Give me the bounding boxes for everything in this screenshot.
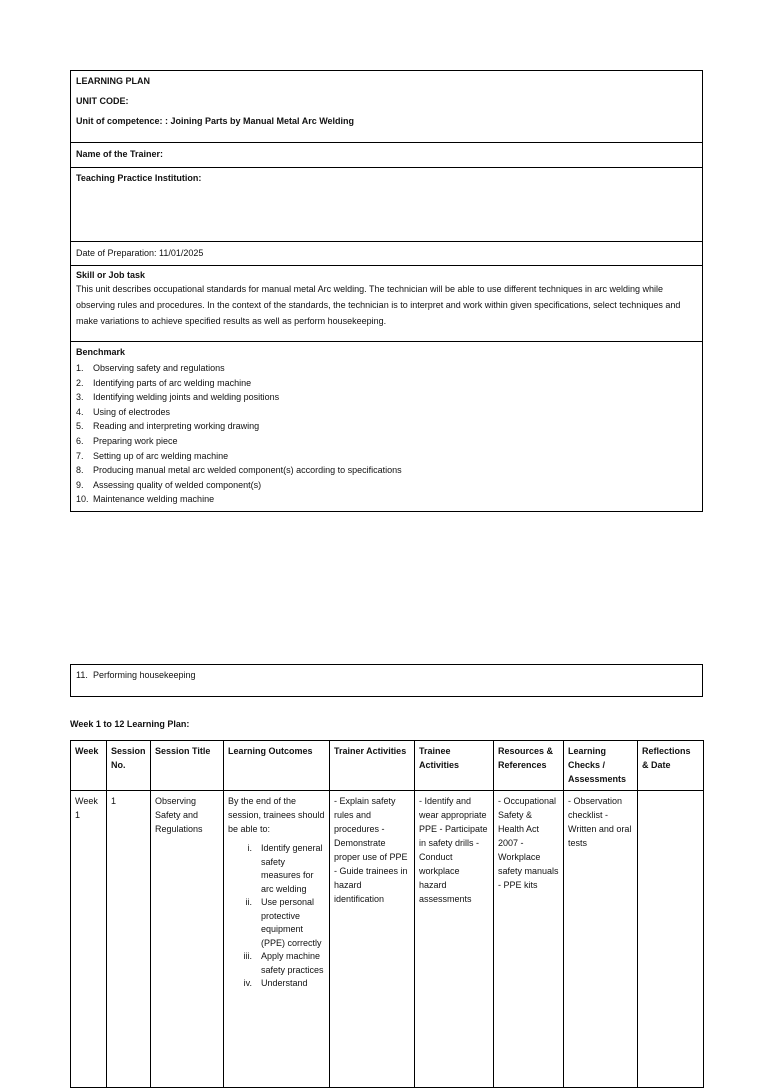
benchmark-item: [76, 405, 402, 420]
benchmark-num: 1.: [76, 363, 84, 373]
learning-plan-table: [70, 740, 704, 1088]
outcomes-list: [228, 842, 325, 991]
benchmark-text: Producing manual metal arc welded component(s) according to specifications: [93, 465, 402, 476]
unit-info-section: [71, 71, 702, 143]
benchmark-num: 2.: [76, 377, 84, 388]
benchmark-section: [71, 342, 702, 513]
benchmark-num: 10.: [76, 494, 89, 505]
outcome-num: ii.: [245, 897, 252, 907]
list-item: [228, 977, 325, 991]
benchmark-num: 6.: [76, 435, 84, 446]
col-trainer-activities: Trainer Activities: [330, 741, 415, 791]
cell-trainer-activities: - Explain safety rules and procedures - Demonstrate proper use of PPE - Guide trainees in hazard identification: [330, 791, 415, 1088]
outcome-num: i.: [247, 843, 252, 853]
cell-session-no: 1: [107, 791, 151, 1088]
benchmark-text: Setting up of arc welding machine: [93, 450, 229, 461]
benchmark-continued-box: [70, 664, 703, 697]
outcome-text: Understand: [261, 978, 308, 988]
list-item: [228, 950, 325, 977]
cell-reflections: [638, 791, 704, 1088]
outcome-text: Use personal protective equipment (PPE) correctly: [261, 897, 322, 948]
benchmark-text: Reading and interpreting working drawing: [93, 421, 260, 432]
learning-plan-header: [70, 70, 703, 512]
col-session-title: Session Title: [151, 741, 224, 791]
benchmark-num: 8.: [76, 465, 84, 476]
col-learning-outcomes: Learning Outcomes: [224, 741, 330, 791]
benchmark-list: [76, 361, 402, 507]
outcome-text: Apply machine safety practices: [261, 951, 324, 975]
benchmark-item: [76, 449, 402, 464]
cell-trainee-activities: - Identify and wear appropriate PPE - Participate in safety drills - Conduct workplace hazard assessments: [415, 791, 494, 1088]
outcome-text: Identify general safety measures for arc welding: [261, 843, 323, 894]
cell-assessments: - Observation checklist - Written and oral tests: [564, 791, 638, 1088]
institution-label: Teaching Practice Institution:: [76, 173, 202, 183]
skill-section: [71, 266, 702, 342]
plan-heading: Week 1 to 12 Learning Plan:: [70, 719, 190, 729]
benchmark-text: Preparing work piece: [93, 435, 178, 446]
date-of-preparation: Date of Preparation: 11/01/2025: [76, 248, 204, 258]
col-resources: Resources & References: [494, 741, 564, 791]
benchmark-item: [76, 670, 697, 680]
outcome-num: iii.: [243, 951, 252, 961]
benchmark-label: Benchmark: [76, 347, 126, 357]
benchmark-text: Observing safety and regulations: [93, 363, 225, 373]
benchmark-text: Performing housekeeping: [93, 670, 196, 680]
benchmark-num: 3.: [76, 392, 84, 403]
col-assessments: Learning Checks / Assessments: [564, 741, 638, 791]
outcomes-intro: By the end of the session, trainees should be able to:: [228, 796, 325, 834]
list-item: [228, 842, 325, 896]
cell-learning-outcomes: [224, 791, 330, 1088]
benchmark-num: 9.: [76, 479, 84, 490]
unit-code-label: UNIT CODE:: [76, 96, 129, 106]
benchmark-text: Identifying parts of arc welding machine: [93, 377, 252, 388]
benchmark-text: Maintenance welding machine: [93, 494, 215, 505]
col-reflections: Reflections & Date: [638, 741, 704, 791]
learning-plan-title: LEARNING PLAN: [76, 76, 150, 86]
benchmark-text: Assessing quality of welded component(s): [93, 479, 262, 490]
benchmark-item: [76, 361, 402, 376]
benchmark-item: [76, 390, 402, 405]
list-item: [228, 896, 325, 950]
benchmark-num: 7.: [76, 450, 84, 461]
col-week: Week: [71, 741, 107, 791]
benchmark-text: Using of electrodes: [93, 406, 171, 417]
benchmark-item: [76, 492, 402, 507]
skill-description: This unit describes occupational standards for manual metal Arc welding. The technician will be able to use different techniques in arc welding while observing rules and procedures. In the context of the standards, the technician is to interpret and work within given specifications, select techniques and make variations to achieve specified results as well as perform housekeeping.: [76, 284, 681, 326]
benchmark-text: Identifying welding joints and welding positions: [93, 392, 280, 403]
cell-session-title: Observing Safety and Regulations: [151, 791, 224, 1088]
benchmark-item: [76, 434, 402, 449]
benchmark-item: [76, 463, 402, 478]
benchmark-item: [76, 419, 402, 434]
cell-week: Week 1: [71, 791, 107, 1088]
institution-section: [71, 168, 702, 242]
col-trainee-activities: Trainee Activities: [415, 741, 494, 791]
table-row: [71, 791, 704, 1088]
outcome-num: iv.: [243, 978, 252, 988]
benchmark-num: 5.: [76, 421, 84, 432]
date-section: [71, 242, 702, 266]
skill-label: Skill or Job task: [76, 270, 146, 280]
trainer-section: [71, 143, 702, 168]
benchmark-num: 4.: [76, 406, 84, 417]
table-header-row: [71, 741, 704, 791]
benchmark-item: [76, 376, 402, 391]
cell-resources: - Occupational Safety & Health Act 2007 - Workplace safety manuals - PPE kits: [494, 791, 564, 1088]
benchmark-item: [76, 478, 402, 493]
benchmark-num: 11.: [76, 670, 88, 680]
trainer-name-label: Name of the Trainer:: [76, 149, 164, 159]
unit-of-competence: Unit of competence: : Joining Parts by Manual Metal Arc Welding: [76, 116, 355, 126]
col-session-no: Session No.: [107, 741, 151, 791]
